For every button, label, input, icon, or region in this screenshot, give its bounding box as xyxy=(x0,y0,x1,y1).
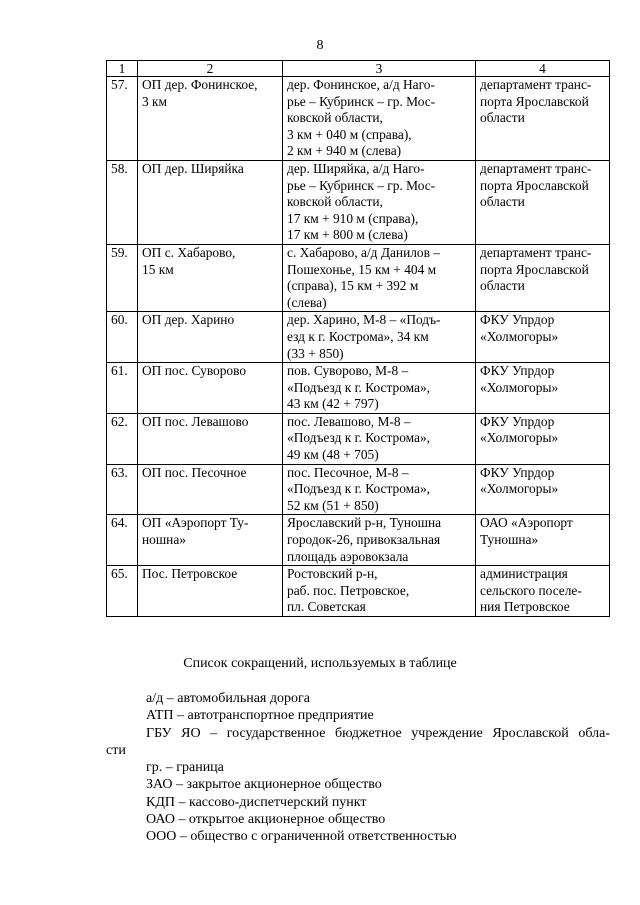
cell-line: городок-26, привокзальная xyxy=(287,532,441,548)
cell-line: «Холмогоры» xyxy=(480,379,559,395)
row-number-cell: 59. xyxy=(107,244,138,311)
abbreviation-item: ООО – общество с ограниченной ответственностью xyxy=(146,829,457,845)
cell-line: Туношна» xyxy=(480,532,539,548)
cell-line: департамент транс- xyxy=(480,160,592,176)
cell-line: администрация xyxy=(480,566,568,582)
table-header-row xyxy=(107,61,610,77)
cell-line: (33 + 850) xyxy=(287,345,344,361)
cell-line: ФКУ Упрдор xyxy=(480,413,555,429)
stop-location-cell xyxy=(283,413,476,464)
stop-owner-cell xyxy=(476,515,610,566)
row-number-cell: 62. xyxy=(107,413,138,464)
abbreviations-list xyxy=(106,690,610,846)
cell-line: области xyxy=(480,110,525,126)
header-cell: 3 xyxy=(283,61,476,77)
stop-name-cell xyxy=(138,413,283,464)
stop-location-cell xyxy=(283,244,476,311)
table-row xyxy=(107,464,610,515)
cell-line: ФКУ Упрдор xyxy=(480,464,555,480)
abbreviations-title: Список сокращений, используемых в таблице xyxy=(183,656,457,671)
abbreviation-item: ОАО – открытое акционерное общество xyxy=(146,812,386,828)
cell-line: ношна» xyxy=(142,532,186,548)
cell-line: ФКУ Упрдор xyxy=(480,363,555,379)
stop-name-cell xyxy=(138,363,283,414)
row-number-cell: 64. xyxy=(107,515,138,566)
row-number-cell: 61. xyxy=(107,363,138,414)
cell-line: с. Хабарово, а/д Данилов – xyxy=(287,244,440,260)
cell-line: «Подъезд к г. Кострома», xyxy=(287,379,431,395)
cell-line: ковской области, xyxy=(287,110,383,126)
cell-line: сельского поселе- xyxy=(480,582,582,598)
table-row xyxy=(107,413,610,464)
cell-line: езд к г. Кострома», 34 км xyxy=(287,328,429,344)
cell-line: 52 км (51 + 850) xyxy=(287,497,379,513)
cell-line: «Подъезд к г. Кострома», xyxy=(287,481,431,497)
table-row xyxy=(107,77,610,161)
table-row xyxy=(107,515,610,566)
cell-line: (справа), 15 км + 392 м xyxy=(287,278,419,294)
stops-table xyxy=(106,60,610,617)
cell-line: департамент транс- xyxy=(480,244,592,260)
cell-line: (слева) xyxy=(287,294,327,310)
stop-owner-cell xyxy=(476,160,610,244)
cell-line: рье – Кубринск – гр. Мос- xyxy=(287,177,436,193)
cell-line: пов. Суворово, М-8 – xyxy=(287,363,409,379)
abbreviation-item: ГБУ ЯО – государственное бюджетное учреждение Ярославской обла- xyxy=(146,725,610,741)
cell-line: «Подъезд к г. Кострома», xyxy=(287,430,431,446)
abbreviation-item: КДП – кассово-диспетчерский пункт xyxy=(146,794,367,810)
stop-location-cell xyxy=(283,312,476,363)
stop-owner-cell xyxy=(476,566,610,617)
cell-line: порта Ярославской xyxy=(480,93,589,109)
cell-line: ОП «Аэропорт Ту- xyxy=(142,515,249,531)
cell-line: 49 км (48 + 705) xyxy=(287,447,379,463)
cell-line: дер. Фонинское, а/д Наго- xyxy=(287,77,435,92)
stop-owner-cell xyxy=(476,464,610,515)
cell-line: области xyxy=(480,278,525,294)
abbreviation-item-continuation: сти xyxy=(106,742,126,758)
stop-location-cell xyxy=(283,515,476,566)
table-row xyxy=(107,363,610,414)
abbreviation-item: гр. – граница xyxy=(146,760,224,776)
cell-line: 2 км + 940 м (слева) xyxy=(287,143,402,159)
stop-name-cell xyxy=(138,464,283,515)
cell-line: Ярославский р-н, Туношна xyxy=(287,515,442,531)
stop-owner-cell xyxy=(476,312,610,363)
cell-line: рье – Кубринск – гр. Мос- xyxy=(287,93,436,109)
cell-line: площадь аэровокзала xyxy=(287,548,409,564)
cell-line: департамент транс- xyxy=(480,77,592,92)
row-number-cell: 63. xyxy=(107,464,138,515)
cell-line: дер. Харино, М-8 – «Подъ- xyxy=(287,312,441,328)
cell-line: «Холмогоры» xyxy=(480,328,559,344)
table-body xyxy=(107,61,610,617)
header-cell: 2 xyxy=(138,61,283,77)
row-number-cell: 60. xyxy=(107,312,138,363)
cell-line: 15 км xyxy=(142,261,174,277)
cell-line: ОП пос. Песочное xyxy=(142,464,247,480)
cell-line: ОП пос. Левашово xyxy=(142,413,249,429)
stop-location-cell xyxy=(283,77,476,161)
cell-line: ния Петровское xyxy=(480,599,570,615)
stop-location-cell xyxy=(283,363,476,414)
cell-line: 3 км + 040 м (справа), xyxy=(287,126,412,142)
cell-line: «Холмогоры» xyxy=(480,481,559,497)
row-number-cell: 57. xyxy=(107,77,138,161)
table-row xyxy=(107,566,610,617)
abbreviation-item: ЗАО – закрытое акционерное общество xyxy=(146,777,382,793)
cell-line: пл. Советская xyxy=(287,599,366,615)
stop-name-cell xyxy=(138,244,283,311)
stop-name-cell xyxy=(138,312,283,363)
cell-line: порта Ярославской xyxy=(480,177,589,193)
cell-line: ОП с. Хабарово, xyxy=(142,244,236,260)
header-cell: 1 xyxy=(107,61,138,77)
cell-line: Пошехонье, 15 км + 404 м xyxy=(287,261,437,277)
stop-location-cell xyxy=(283,160,476,244)
cell-line: ОП дер. Фонинское, xyxy=(142,77,258,92)
row-number-cell: 65. xyxy=(107,566,138,617)
table-row xyxy=(107,160,610,244)
table-row xyxy=(107,312,610,363)
stop-owner-cell xyxy=(476,77,610,161)
cell-line: раб. пос. Петровское, xyxy=(287,582,410,598)
cell-line: пос. Левашово, М-8 – xyxy=(287,413,411,429)
stop-owner-cell xyxy=(476,413,610,464)
header-cell: 4 xyxy=(476,61,610,77)
stop-name-cell xyxy=(138,515,283,566)
cell-line: ОП дер. Ширяйка xyxy=(142,160,244,176)
stop-name-cell xyxy=(138,160,283,244)
cell-line: 17 км + 800 м (слева) xyxy=(287,227,408,243)
abbreviation-item: а/д – автомобильная дорога xyxy=(146,691,310,706)
row-number-cell: 58. xyxy=(107,160,138,244)
stop-owner-cell xyxy=(476,363,610,414)
cell-line: ОП дер. Харино xyxy=(142,312,235,328)
cell-line: 17 км + 910 м (справа), xyxy=(287,210,419,226)
cell-line: порта Ярославской xyxy=(480,261,589,277)
stop-name-cell xyxy=(138,77,283,161)
cell-line: ФКУ Упрдор xyxy=(480,312,555,328)
cell-line: 3 км xyxy=(142,93,168,109)
abbreviation-item: АТП – автотранспортное предприятие xyxy=(146,708,374,724)
stop-location-cell xyxy=(283,566,476,617)
stop-location-cell xyxy=(283,464,476,515)
stop-owner-cell xyxy=(476,244,610,311)
page-number: 8 xyxy=(316,38,324,53)
cell-line: ковской области, xyxy=(287,194,383,210)
cell-line: ОП пос. Суворово xyxy=(142,363,247,379)
cell-line: «Холмогоры» xyxy=(480,430,559,446)
table-row xyxy=(107,244,610,311)
cell-line: дер. Ширяйка, а/д Наго- xyxy=(287,160,425,176)
cell-line: Ростовский р-н, xyxy=(287,566,378,582)
cell-line: ОАО «Аэропорт xyxy=(480,515,573,531)
stop-name-cell xyxy=(138,566,283,617)
cell-line: области xyxy=(480,194,525,210)
cell-line: 43 км (42 + 797) xyxy=(287,396,379,412)
cell-line: Пос. Петровское xyxy=(142,566,238,582)
cell-line: пос. Песочное, М-8 – xyxy=(287,464,409,480)
